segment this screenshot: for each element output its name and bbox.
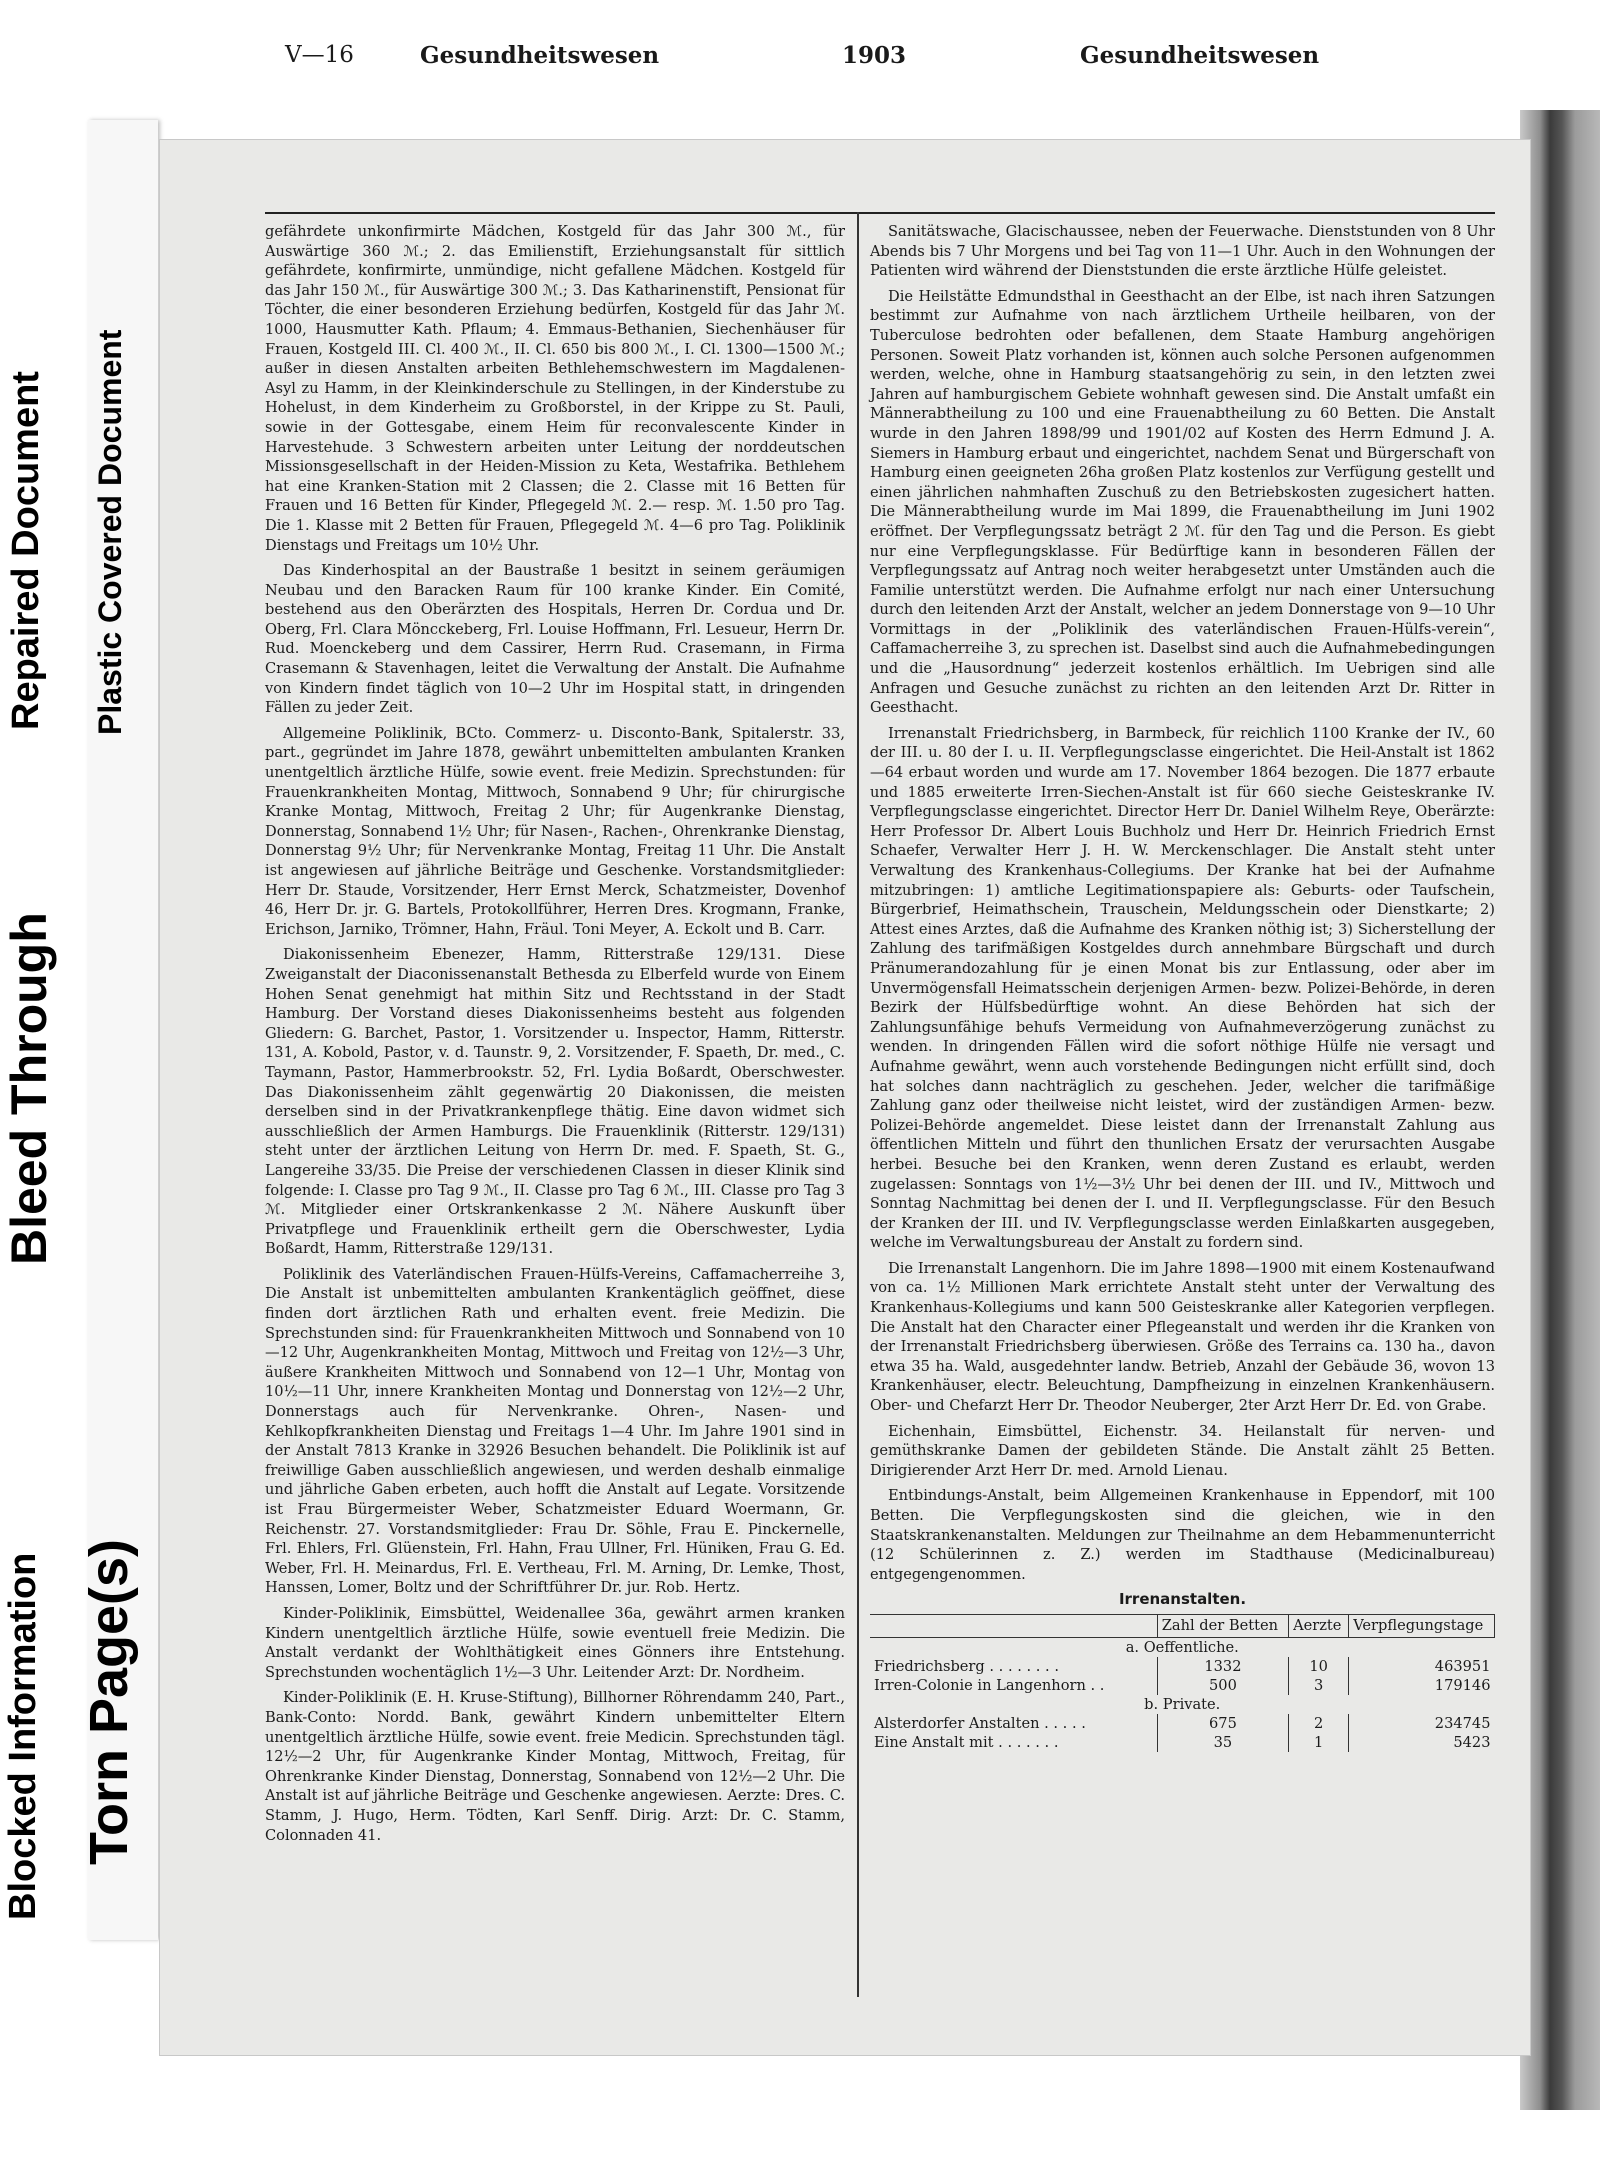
row-beds: 500 <box>1157 1676 1288 1695</box>
row-beds: 675 <box>1157 1714 1288 1733</box>
paragraph-langenhorn: Die Irrenanstalt Langenhorn. Die im Jahre 1898—1900 mit einem Kostenaufwand von ca. 1½ Millionen Mark errichtete Anstalt steht unter der Verwaltung des Krankenhaus-Kollegiums und kann 500 Geisteskranke aller Kategorien verpflegen. Die Anstalt hat den Character einer Pflegeanstalt und werden ihr die Kranken von der Irrenanstalt Friedrichsberg überwiesen. Größe des Terrains ca. 130 ha., davon etwa 35 ha. Wald, ausgedehnter landw. Betrieb, Anzahl der Gebäude 36, wovon 13 Krankenhäuser, electr. Beleuchtung, Dampfheizung in einzelnen Krankenhäusern. Ober- und Chefarzt Herr Dr. Theodor Neuberger, 2ter Arzt Herr Dr. Ed. von Grabe. <box>870 1259 1495 1415</box>
label-strip <box>0 120 160 1930</box>
paragraph-kinderhospital: Das Kinderhospital an der Baustraße 1 besitzt in seinem geräumigen Neubau und den Baracken Raum für 100 kranke Kinder. Ein Comité, bestehend aus den Oberärzten des Hospitals, Herren Dr. Cordua und Dr. Oberg, Frl. Clara Möncckeberg, Frl. Louise Hoffmann, Frl. Lesueur, Herrn Dr. Rud. Moenckeberg und dem Cassirer, Herrn Rud. Crasemann, in Firma Crasemann & Stavenhagen, leitet die Verwaltung der Anstalt. Die Aufnahme von Kindern findet täglich von 10—2 Uhr im Hospital statt, in dringenden Fällen zu jeder Zeit. <box>265 562 845 717</box>
page-number: V—16 <box>285 42 354 68</box>
paragraph-kinder-poliklinik-kruse: Kinder-Poliklinik (E. H. Kruse-Stiftung), Billhorner Röhrendamm 240, Part., Bank-Conto: Nordd. Bank, gewährt Kindern unbemittelter Eltern unentgeltlich ärztliche Hülfe, sowie event. freie Medicin. Sprechstunden tägl. 12½—2 Uhr, für Augenkranke Kinder Montag, Mittwoch, Freitag, für Ohrenkranke Kinder Dienstag, Donnerstag, Sonnabend von 12½—2 Uhr. Die Anstalt ist auf jährliche Beiträge und Geschenke angewiesen. Aerzte: Dres. C. Stamm, J. Hugo, Herm. Tödten, Karl Senff. Dirig. Arzt: Dr. C. Stamm, Colonnaden 41. <box>265 1689 845 1844</box>
row-doctors: 3 <box>1289 1676 1349 1695</box>
label-blocked-information: Blocked Information <box>2 1552 44 1920</box>
paragraph-sanitaetswache: Sanitätswache, Glacischaussee, neben der Feuerwache. Dienststunden von 8 Uhr Abends bis 7 Uhr Morgens und bei Tag von 11—1 Uhr. Auch in den Wohnungen der Patienten wird während der Dienststunden die erste ärztliche Hülfe geleistet. <box>870 223 1495 280</box>
table-row <box>870 1733 1495 1752</box>
header-title-left: Gesundheitswesen <box>420 42 660 69</box>
table-header-name <box>870 1614 1157 1637</box>
row-days: 179146 <box>1349 1676 1495 1695</box>
paragraph-friedrichsberg: Irrenanstalt Friedrichsberg, in Barmbeck, für reichlich 1100 Kranke der IV., 60 der III. u. 80 der I. u. II. Verpflegungsclasse eingerichtet. Die Heil-Anstalt ist 1862—64 erbaut worden und wurde am 17. November 1864 bezogen. Die 1877 erbaute und 1885 erweiterte Irren-Siechen-Anstalt ist für 660 sieche Geisteskranke IV. Verpflegungsclasse eingerichtet. Director Herr Dr. Daniel Wilhelm Reye, Oberärzte: Herr Professor Dr. Albert Louis Buchholz und Herr Dr. Heinrich Friedrich Ernst Schaefer, Verwalter Herr J. H. W. Merckenschlager. Die Anstalt steht unter Verwaltung des Krankenhaus-Collegiums. Der Kranke hat bei der Aufnahme mitzubringen: 1) amtliche Legitimationspapiere als: Geburts- oder Taufschein, Bürgerbrief, Heimathschein, Trauschein, Meldungsschein oder Dienstkarte; 2) Attest eines Arztes, daß die Aufnahme des Kranken nöthig ist; 3) Sicherstellung der Zahlung des tarifmäßigen Kostgeldes durch annehmbare Bürgschaft und durch Pränumerandozahlung für je einen Monat bis zur Entlassung, oder aber im Unvermögensfall Heimatsschein derjenigen Armen- bezw. Polizei-Behörde, in deren Bezirk der Hülfsbedürftige wohnt. An diese Behörden hat sich der Zahlungsunfähige behufs Vermeidung von Aufnahmeverzögerung zunächst zu wenden. In dringenden Fällen wird die sofort nöthige Hülfe nie versagt und Aufnahme gewährt, wenn auch vorstehende Bedingungen nicht erfüllt sind, doch hat solches dann nachträglich zu geschehen. Jeder, welcher die tarifmäßige Zahlung ganz oder theilweise nicht leistet, wird der zuständigen Armen- bezw. Polizei-Behörde angemeldet. Diese leistet dann der Irrenanstalt Zahlung aus öffentlichen Mitteln und führt den thunlichen Ersatz der verursachten Ausgabe herbei. Besuche bei den Kranken, wenn deren Zustand es erlaubt, werden zugelassen: Sonntags von 1½—3½ Uhr bei denen der III. und IV., Mittwoch und Sonntag Nachmittag bei denen der I. und II. Verpflegungsclasse. Für den Besuch der Kranken der III. und IV. Verpflegungsclasse werden Einlaßkarten ausgegeben, welche im Verwaltungsbureau der Anstalt zu fordern sind. <box>870 724 1495 1252</box>
row-doctors: 10 <box>1289 1657 1349 1676</box>
header-title-right: Gesundheitswesen <box>1080 42 1320 69</box>
table-title: Irrenanstalten. <box>1118 1590 1247 1609</box>
table-section-b <box>870 1695 1495 1714</box>
table-header-days: Verpflegungstage <box>1349 1614 1495 1637</box>
table-row <box>870 1657 1495 1676</box>
table-section-a-label: a. Oeffentliche. <box>1125 1638 1239 1656</box>
asylum-table <box>870 1614 1495 1752</box>
paragraph-entbindungs-anstalt: Entbindungs-Anstalt, beim Allgemeinen Krankenhause in Eppendorf, mit 100 Betten. Die Verpflegungskosten sind die gleichen, wie in den Staatskrankenanstalten. Meldungen zur Theilnahme an dem Hebammenunterricht (12 Schülerinnen z. Z.) werden im Stadthause (Medicinalbureau) entgegengenommen. <box>870 1487 1495 1583</box>
row-name: Alsterdorfer Anstalten . . . . . <box>874 1714 1086 1732</box>
row-days: 5423 <box>1349 1733 1495 1752</box>
label-repaired-document: Repaired Document <box>5 371 47 730</box>
table-header-doctors: Aerzte <box>1289 1614 1349 1637</box>
label-plastic-covered: Plastic Covered Document <box>92 329 128 735</box>
table-header-row <box>870 1614 1495 1637</box>
paragraph-kinder-poliklinik-eimsbuettel: Kinder-Poliklinik, Eimsbüttel, Weidenallee 36a, gewährt armen kranken Kindern unentgeltlich ärztliche Hülfe, sowie eventuell freie Medizin. Die Anstalt verdankt der Wohlthätigkeit eines Gönners ihre Entstehung. Sprechstunden wochentäglich 1½—3 Uhr. Leitender Arzt: Dr. Nordheim. <box>265 1604 845 1681</box>
scan-binding-edge <box>1520 110 1600 2110</box>
row-name: Eine Anstalt mit . . . . . . . <box>874 1733 1059 1751</box>
left-column <box>265 222 845 1851</box>
table-section-b-label: b. Private. <box>1144 1695 1221 1713</box>
row-doctors: 2 <box>1289 1714 1349 1733</box>
table-row <box>870 1714 1495 1733</box>
row-beds: 1332 <box>1157 1657 1288 1676</box>
row-days: 234745 <box>1349 1714 1495 1733</box>
row-name: Friedrichsberg . . . . . . . . <box>874 1657 1059 1675</box>
row-doctors: 1 <box>1289 1733 1349 1752</box>
label-bleed-through: Bleed Through <box>1 912 57 1265</box>
table-row <box>870 1676 1495 1695</box>
row-days: 463951 <box>1349 1657 1495 1676</box>
table-section-a <box>870 1637 1495 1657</box>
label-torn-pages: Torn Page(s) <box>79 1538 139 1865</box>
right-column <box>870 222 1495 1752</box>
paragraph-eichenhain: Eichenhain, Eimsbüttel, Eichenstr. 34. Heilanstalt für nerven- und gemüthskranke Damen der gebildeten Stände. Die Anstalt zählt 25 Betten. Dirigierender Arzt Herr Dr. med. Arnold Lienau. <box>870 1422 1495 1479</box>
paragraph-edmundsthal: Die Heilstätte Edmundsthal in Geesthacht an der Elbe, ist nach ihren Satzungen bestimmt zur Aufnahme von nach ärztlichem Urtheile heilbaren, von der Tuberculose bedrohten oder befallenen, dem Staate Hamburg angehörigen Personen. Soweit Platz vorhanden ist, können auch solche Personen aufgenommen werden, welche, ohne in Hamburg staatsangehörig zu sein, in den letzten zwei Jahren auf hamburgischem Gebiete wohnhaft gewesen sind. Die Anstalt umfaßt ein Männerabtheilung zu 100 und eine Frauenabtheilung zu 60 Betten. Die Anstalt wurde in den Jahren 1898/99 und 1901/02 auf Kosten des Herrn Edmund J. A. Siemers in Hamburg erbaut und eingerichtet, nachdem Senat und Bürgerschaft von Hamburg einen geeigneten 26ha großen Platz kostenlos zur Verfügung gestellt und einen jährlichen nahmhaften Zuschuß zu den Betriebskosten zugesichert hatten. Die Männerabtheilung wurde im Mai 1899, die Frauenabtheilung im Juni 1902 eröffnet. Der Verpflegungssatz beträgt 2 ℳ. für den Tag und die Person. Es giebt nur eine Verpflegungsklasse. Für Bedürftige kann in besonderen Fällen der Verpflegungssatz auf Antrag noch weiter herabgesetzt unter Umständen auch die Familie unterstützt werden. Die Aufnahme erfolgt nur nach einer Untersuchung durch den leitenden Arzt der Anstalt, welcher an jedem Donnerstage von 9—10 Uhr Vormittags in der „Poliklinik des vaterländischen Frauen-Hülfs-verein“, Caffamacherreihe 3, zu sprechen ist. Daselbst sind auch die Aufnahmebedingungen und die „Hausordnung“ jederzeit kostenlos erhältlich. Im Uebrigen sind alle Anfragen und Gesuche zunächst zu richten an den leitenden Arzt Dr. Ritter in Geesthacht. <box>870 287 1495 717</box>
header-year: 1903 <box>842 42 907 69</box>
row-name: Irren-Colonie in Langenhorn . . <box>874 1676 1105 1694</box>
table-header-beds: Zahl der Betten <box>1157 1614 1288 1637</box>
paragraph-diakonissenheim: Diakonissenheim Ebenezer, Hamm, Ritterstraße 129/131. Diese Zweiganstalt der Diaconissenanstalt Bethesda zu Elberfeld wurde von Einem Hohen Senat genehmigt hat mithin Sitz und Rechtsstand in der Stadt Hamburg. Der Vorstand dieses Diakonissenheims besteht aus folgenden Gliedern: G. Barchet, Pastor, 1. Vorsitzender u. Inspector, Hamm, Ritterstr. 131, A. Kobold, Pastor, v. d. Taunstr. 9, 2. Vorsitzender, F. Spaeth, Dr. med., C. Taymann, Pastor, Hammerbrookstr. 52, Frl. Lydia Boßardt, Oberschwester. Das Diakonissenheim zählt gegenwärtig 20 Diakonissen, die meisten derselben sind in der Privatkrankenpflege thätig. Eine davon widmet sich ausschließlich der Armen Hamburgs. Die Frauenklinik (Ritterstr. 129/131) steht unter der ärztlichen Leitung von Herrn Dr. med. F. Spaeth, St. G., Langereihe 33/35. Die Preise der verschiedenen Classen in dieser Klinik sind folgende: I. Classe pro Tag 9 ℳ., II. Classe pro Tag 6 ℳ., III. Classe pro Tag 3 ℳ. Mitglieder einer Ortskrankenkasse 2 ℳ. Nähere Auskunft über Privatpflege und Frauenklinik ertheilt gern die Oberschwester, Lydia Boßardt, Hamm, Ritterstraße 129/131. <box>265 946 845 1258</box>
header-rule <box>265 212 1495 214</box>
paragraph-allgemeine-poliklinik: Allgemeine Poliklinik, BCto. Commerz- u. Disconto-Bank, Spitalerstr. 33, part., gegründet im Jahre 1878, gewährt unbemittelten ambulanten Kranken unentgeltlich ärztliche Hülfe, sowie event. freie Medizin. Sprechstunden: für Frauenkrankheiten Montag, Mittwoch, Sonnabend 9 Uhr; für chirurgische Kranke Montag, Mittwoch, Freitag 2 Uhr; für Augenkranke Dienstag, Donnerstag, Sonnabend 1½ Uhr; für Nasen-, Rachen-, Ohrenkranke Dienstag, Donnerstag 9½ Uhr; für Nervenkranke Montag, Freitag 11 Uhr. Die Anstalt ist angewiesen auf jährliche Beiträge und Geschenke. Vorstandsmitglieder: Herr Dr. Staude, Vorsitzender, Herr Ernst Merck, Schatzmeister, Dovenhof 46, Herr Dr. jr. G. Bartels, Protokollführer, Herren Dres. Krogmann, Franke, Erichson, Jarniko, Trömner, Hahn, Fräul. Toni Meyer, A. Eckolt und B. Carr. <box>265 724 845 938</box>
paragraph-bethlehem: gefährdete unkonfirmirte Mädchen, Kostgeld für das Jahr 300 ℳ., für Auswärtige 360 ℳ.; 2. das Emilienstift, Erziehungsanstalt für sittlich gefährdete, konfirmirte, unmündige, nicht gefallene Mädchen. Kostgeld für das Jahr 150 ℳ., für Auswärtige 300 ℳ.; 3. Das Katharinenstift, Pensionat für Töchter, die einer besonderen Erziehung bedürfen, Kostgeld für das Jahr ℳ. 1000, Hausmutter Kath. Pflaum; 4. Emmaus-Bethanien, Siechenhäuser für Frauen, Kostgeld III. Cl. 400 ℳ., II. Cl. 650 bis 800 ℳ., I. Cl. 1300—1500 ℳ.; außer in diesen Anstalten arbeiten Bethlehemschwestern im Magdalenen-Asyl zu Hamm, in der Kleinkinderschule zu Stellingen, in der Kinderstube zu Hohelust, in dem Kinderheim zu Großborstel, in der Krippe zu St. Pauli, sowie in der Gottesgabe, einem Heim für reconvalescente Kinder in Harvestehude. 3 Schwestern arbeiten unter Leitung der norddeutschen Missionsgesellschaft in der Heiden-Mission zu Keta, Westafrika. Bethlehem hat eine Kranken-Station mit 2 Classen; die 2. Classe mit 16 Betten für Frauen und 16 Betten für Kinder, Pflegegeld ℳ. 2.— resp. ℳ. 1.50 pro Tag. Die 1. Klasse mit 2 Betten für Frauen, Pflegegeld ℳ. 4—6 pro Tag. Poliklinik Dienstags und Freitags um 10½ Uhr. <box>265 223 845 554</box>
row-beds: 35 <box>1157 1733 1288 1752</box>
paragraph-poliklinik-frauen: Poliklinik des Vaterländischen Frauen-Hülfs-Vereins, Caffamacherreihe 3, Die Anstalt ist unbemittelten ambulanten Krankentäglich geöffnet, diese finden dort ärztlichen Rath und erhalten event. freie Medizin. Die Sprechstunden sind: für Frauenkrankheiten Mittwoch und Sonnabend von 10—12 Uhr, Augenkrankheiten Montag, Mittwoch und Freitag von 12½—3 Uhr, äußere Krankheiten Mittwoch und Sonnabend von 12—1 Uhr, Montag von 10½—11 Uhr, innere Krankheiten Montag und Donnerstag von 12½—2 Uhr, Donnerstags auch für Nervenkranke. Ohren-, Nasen- und Kehlkopfkrankheiten Dienstag und Freitags 1—4 Uhr. Im Jahre 1901 sind in der Anstalt 7813 Kranke in 32926 Besuchen behandelt. Die Poliklinik ist auf freiwillige Gaben ausschließlich angewiesen, und werden deshalb einmalige und jährliche Gaben erbeten, auch hofft die Anstalt auf Legate. Vorsitzende ist Frau Bürgermeister Weber, Schatzmeister Eduard Woermann, Gr. Reichenstr. 27. Vorstandsmitglieder: Frau Dr. Söhle, Frau E. Pinckernelle, Frl. Ehlers, Frl. Glüenstein, Frl. Hahn, Frau Ullner, Frl. Hüniken, Frau G. Ed. Weber, Frl. H. Meinardus, Frl. E. Vertheau, Frl. M. Arning, Dr. Lemke, Thost, Hanssen, Lomer, Boltz und der Schriftführer Dr. jur. Rob. Hertz. <box>265 1265 845 1597</box>
column-divider <box>857 212 859 1997</box>
page-header <box>120 42 1500 78</box>
